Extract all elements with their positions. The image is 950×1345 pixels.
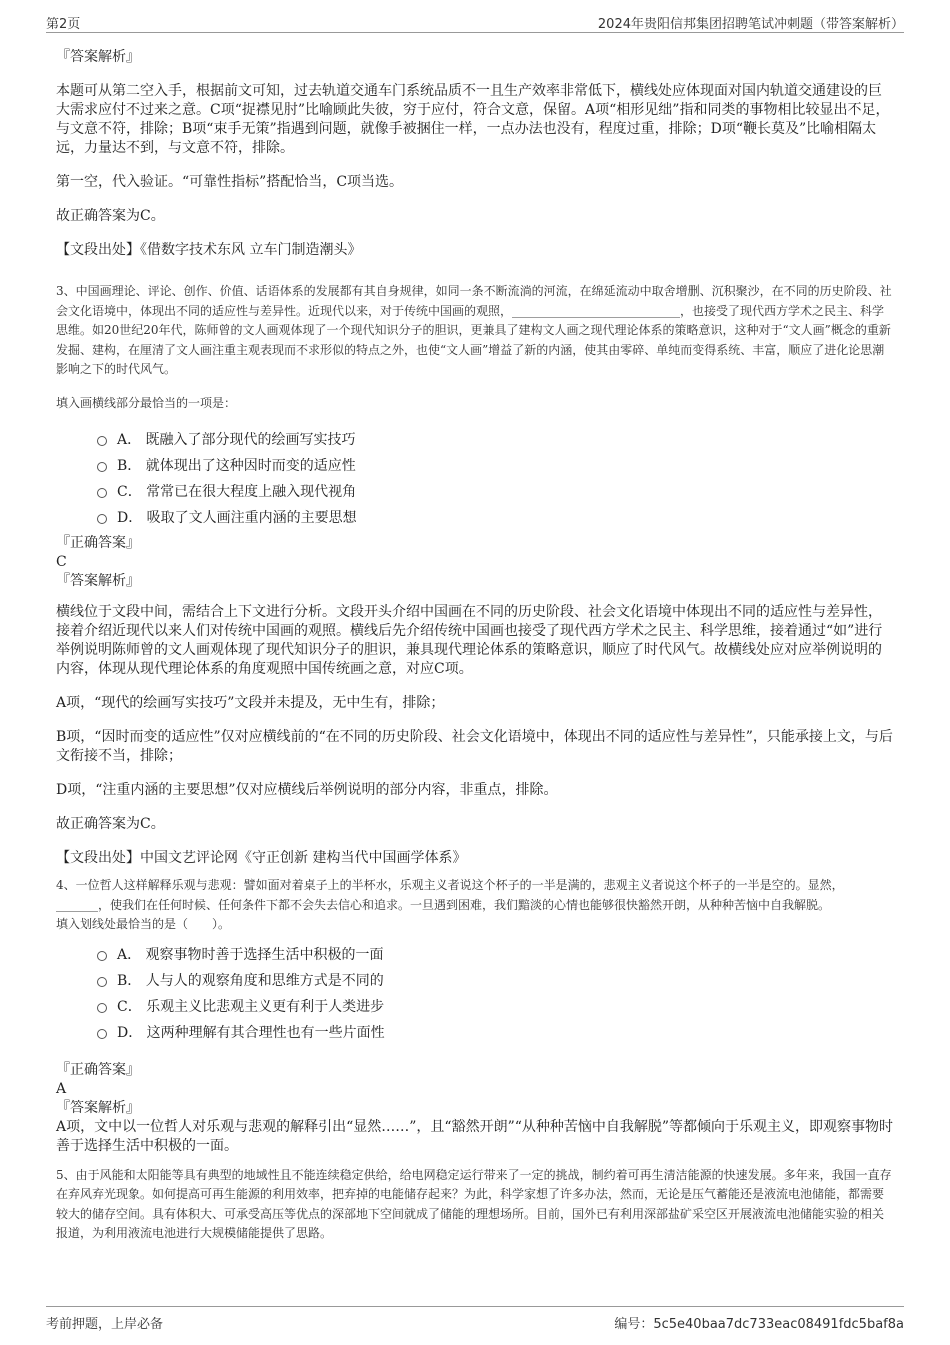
q3-stem-after: ，也接受了现代西方学术之民主、科学思维。如20世纪20年代，陈师曾的文人画观体现了一个现代知识分子的胆识，更兼具了建构文人画之现代理论体系的策略意识，这种对于“文人画”概念的重新发掘、建构，在厘清了文人画注重主观表现而不求形似的特点之外，也使“文人画”增益了新的内涵，使其由零碎、单纯而变得系统、丰富，顺应了进化论思潮影响之下的时代风气。 bbox=[56, 303, 891, 376]
q3-analysis-p2: A项，“现代的绘画写实技巧”文段并未提及，无中生有，排除； bbox=[56, 695, 445, 711]
q4-options bbox=[56, 941, 894, 1045]
q3-analysis-p5: 故正确答案为C。 bbox=[56, 816, 165, 832]
footer-motto: 考前押题，上岸必备 bbox=[46, 1317, 164, 1332]
q3-answer: C bbox=[56, 554, 67, 570]
radio-icon[interactable] bbox=[97, 462, 107, 472]
radio-icon[interactable] bbox=[97, 436, 107, 446]
radio-icon[interactable] bbox=[97, 951, 107, 961]
q3-options bbox=[56, 426, 894, 530]
option-text: C． 常常已在很大程度上融入现代视角 bbox=[117, 484, 357, 500]
q4-option-a[interactable] bbox=[56, 941, 894, 967]
radio-icon[interactable] bbox=[97, 977, 107, 987]
page-number: 第2页 bbox=[46, 17, 81, 32]
q2-analysis-p1: 本题可从第二空入手，根据前文可知，过去轨道交通车门系统品质不一且生产效率非常低下，横线处应体现面对国内轨道交通建设的巨大需求应付不过来之意。C项“捉襟见肘”比喻顾此失彼，穷于应付，符合文意，保留。A项“相形见绌”指和同类的事物相比较显出不足，与文意不符，排除；B项“束手无策”指遇到问题，就像手被捆住一样，一点办法也没有，程度过重，排除；D项“鞭长莫及”比喻相隔太远，力量达不到，与文意不符，排除。 bbox=[56, 83, 890, 156]
q3-analysis-p3: B项，“因时而变的适应性”仅对应横线前的“在不同的历史阶段、社会文化语境中，体现出不同的适应性与差异性”，只能承接上文，与后文衔接不当，排除； bbox=[56, 729, 893, 764]
q4-analysis-label: 『答案解析』 bbox=[56, 1099, 140, 1116]
q4-answer-label: 『正确答案』 bbox=[56, 1061, 140, 1078]
q3-stem-before: 3、中国画理论、评论、创作、价值、话语体系的发展都有其自身规律，如同一条不断流淌的河流，在绵延流动中取舍增删、沉积聚沙，在不同的历史阶段、社会文化语境中，体现出不同的适应性与差异性。近现代以来，对于传统中国画的观照， bbox=[56, 284, 892, 318]
q3-option-c[interactable] bbox=[56, 478, 894, 504]
q4-analysis-p1: A项，文中以一位哲人对乐观与悲观的解释引出“显然……”，且“豁然开朗”“从种种苦恼中自我解脱”等都倾向于乐观主义，即观察事物时善于选择生活中积极的一面。 bbox=[56, 1118, 894, 1154]
q4-stem bbox=[56, 876, 894, 915]
radio-icon[interactable] bbox=[97, 1029, 107, 1039]
q4-stem-part2: ，使我们在任何时候、任何条件下都不会失去信心和追求。一旦遇到困难，我们黯淡的心情也能够很快豁然开朗，从种种苦恼中自我解脱。 bbox=[98, 897, 831, 912]
q2-analysis-p3: 故正确答案为C。 bbox=[56, 208, 165, 224]
radio-icon[interactable] bbox=[97, 514, 107, 524]
option-text: A． 观察事物时善于选择生活中积极的一面 bbox=[117, 946, 384, 963]
q5-stem: 5、由于风能和太阳能等具有典型的地域性且不能连续稳定供给，给电网稳定运行带来了一定的挑战，制约着可再生清洁能源的快速发展。多年来，我国一直存在弃风弃光现象。如何提高可再生能源的利用效率，把弃掉的电能储存起来？为此，科学家想了许多办法，然而，无论是压气蓄能还是液流电池储能，都需要较大的储存空间。具有体积大、可承受高压等优点的深部地下空间就成了储能的理想场所。目前，国外已有利用深部盐矿采空区开展液流电池储能实验的相关报道，为利用液流电池进行大规模储能提供了思路。 bbox=[56, 1167, 892, 1240]
q4-answer: A bbox=[56, 1080, 67, 1097]
q4-prompt: 填入划线处最恰当的是（ ）。 bbox=[56, 917, 231, 931]
q4-blank: _______ bbox=[56, 897, 98, 912]
q3-option-b[interactable] bbox=[56, 452, 894, 478]
option-text: B． 就体现出了这种因时而变的适应性 bbox=[117, 458, 356, 474]
q4-option-b[interactable] bbox=[56, 967, 894, 993]
option-text: A． 既融入了部分现代的绘画写实技巧 bbox=[117, 432, 356, 448]
option-text: C． 乐观主义比悲观主义更有利于人类进步 bbox=[117, 998, 385, 1015]
q3-option-a[interactable] bbox=[56, 426, 894, 452]
q3-prompt: 填入画横线部分最恰当的一项是： bbox=[56, 395, 237, 410]
q3-analysis-p1: 横线位于文段中间，需结合上下文进行分析。文段开头介绍中国画在不同的历史阶段、社会文化语境中体现出不同的适应性与差异性，接着介绍近现代以来人们对传统中国画的观照。横线后先介绍传统中国画也接受了现代西方学术之民主、科学思维，接着通过“如”进行举例说明陈师曾的文人画观体现了现代知识分子的胆识，兼具现代理论体系的策略意识，顺应了时代风气。故横线处应对应举例说明的内容，体现从现代理论体系的角度观照中国传统画之意，对应C项。 bbox=[56, 604, 883, 677]
footer-code-label: 编号： bbox=[614, 1317, 654, 1332]
q3-stem bbox=[56, 282, 894, 380]
q4-stem-part1: 4、一位哲人这样解释乐观与悲观：譬如面对着桌子上的半杯水，乐观主义者说这个杯子的一半是满的，悲观主义者说这个杯子的一半是空的。显然， bbox=[56, 878, 844, 892]
option-text: B． 人与人的观察角度和思维方式是不同的 bbox=[117, 972, 384, 989]
radio-icon[interactable] bbox=[97, 488, 107, 498]
q3-option-d[interactable] bbox=[56, 504, 894, 530]
q2-analysis-p2: 第一空，代入验证。“可靠性指标”搭配恰当，C项当选。 bbox=[56, 174, 404, 190]
q3-source: 【文段出处】中国文艺评论网《守正创新 建构当代中国画学体系》 bbox=[56, 850, 467, 866]
page-header bbox=[46, 10, 904, 33]
q3-answer-label: 『正确答案』 bbox=[56, 535, 140, 551]
document-title: 2024年贵阳信邦集团招聘笔试冲刺题（带答案解析） bbox=[597, 17, 904, 32]
q2-analysis-label: 『答案解析』 bbox=[56, 49, 140, 65]
document-body bbox=[56, 44, 894, 1244]
footer-code-value: 5c5e40baa7dc733eac08491fdc5baf8a bbox=[653, 1317, 904, 1332]
option-text: D． 这两种理解有其合理性也有一些片面性 bbox=[117, 1024, 385, 1041]
q2-source: 【文段出处】《借数字技术东风 立车门制造潮头》 bbox=[56, 242, 362, 258]
q4-option-c[interactable] bbox=[56, 993, 894, 1019]
radio-icon[interactable] bbox=[97, 1003, 107, 1013]
q4-option-d[interactable] bbox=[56, 1019, 894, 1045]
footer-code bbox=[614, 1313, 904, 1332]
q3-analysis-label: 『答案解析』 bbox=[56, 573, 140, 589]
option-text: D． 吸取了文人画注重内涵的主要思想 bbox=[117, 510, 357, 526]
page-footer bbox=[46, 1306, 904, 1333]
q3-blank: ____________________________ bbox=[512, 303, 681, 318]
q3-analysis-p4: D项，“注重内涵的主要思想”仅对应横线后举例说明的部分内容，非重点，排除。 bbox=[56, 782, 558, 798]
